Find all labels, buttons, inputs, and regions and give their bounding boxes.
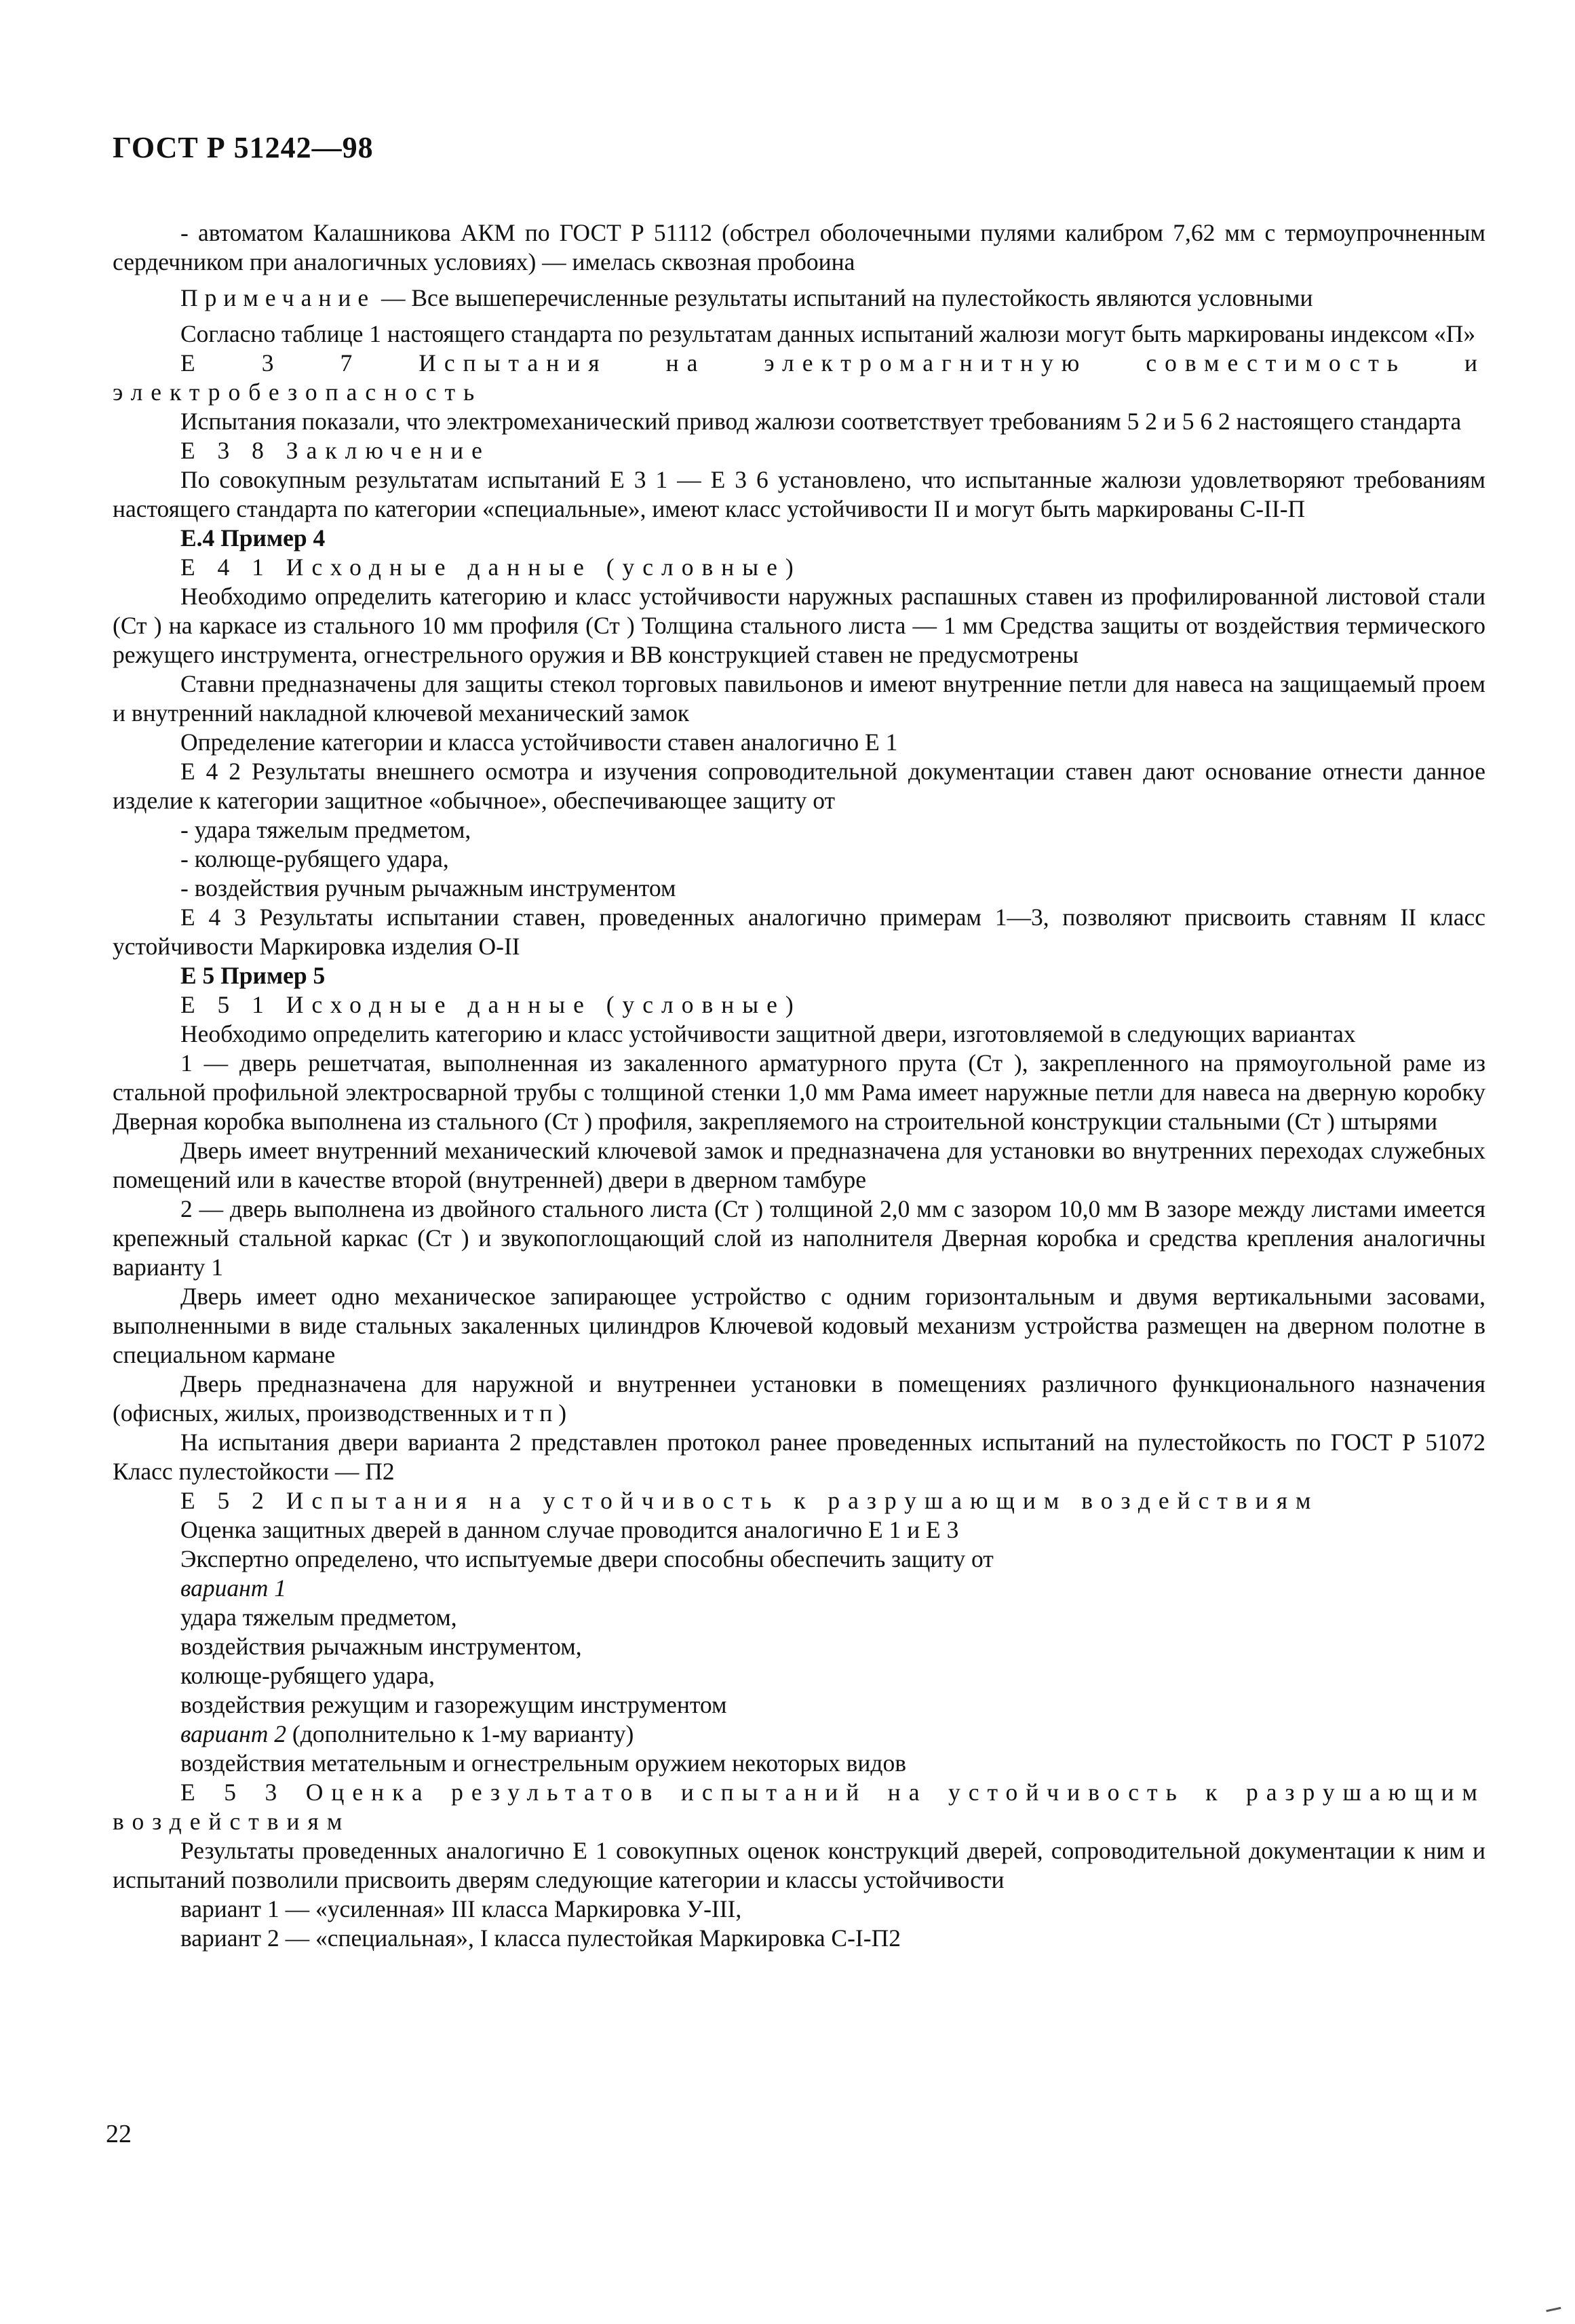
paragraph: Экспертно определено, что испытуемые двери способны обеспечить защиту от [180, 1545, 994, 1572]
paragraph: Дверь имеет внутренний механический ключевой замок и предназначена для установки во внутренних переходах служебных помещений или в качестве второй (внутренней) двери в дверном тамбуре [113, 1137, 1485, 1193]
paragraph: - автоматом Калашникова АКМ по ГОСТ Р 51112 (обстрел оболочечными пулями калибром 7,62 мм с термоупрочненным сердечником при аналогичных условиях) — имелась сквозная пробоина [113, 219, 1485, 275]
paragraph: Е 4 2 Результаты внешнего осмотра и изучения сопроводительной документации ставен дают основание отнести данное изделие к категории защитное «обычное», обеспечивающее защиту от [113, 758, 1485, 814]
section-heading: Е 3 8 Заключение [180, 437, 490, 464]
list-item: колюще-рубящего удара, [180, 1662, 435, 1689]
paragraph: Дверь предназначена для наружной и внутреннеи установки в помещениях различного функционального назначения (офисных, жилых, производственных и т п ) [113, 1370, 1485, 1427]
note-label: Примечание [180, 284, 376, 311]
page-number: 22 [106, 2120, 132, 2148]
list-item: - колюще-рубящего удара, [180, 845, 449, 872]
paragraph: Необходимо определить категорию и класс устойчивости наружных распашных ставен из профилированной листовой стали (Ст ) на каркасе из стального 10 мм профиля (Ст ) Толщина стального листа — 1 мм Средства защиты от воздействия термического режущего инструмента, огнестрельного оружия и ВВ конструкцией ставен не предусмотрены [113, 583, 1485, 668]
variant-line [113, 1720, 1485, 1749]
result-item: вариант 2 — «специальная», I класса пулестойкая Маркировка С-I-П2 [180, 1924, 901, 1952]
paragraph: Ставни предназначены для защиты стекол торговых павильонов и имеют внутренние петли для навеса на защищаемый проем и внутренний накладной ключевой механический замок [113, 670, 1485, 727]
list-item: воздействия режущим и газорежущим инструментом [180, 1691, 727, 1718]
list-item: - удара тяжелым предметом, [180, 816, 471, 843]
result-item: вариант 1 — «усиленная» III класса Маркировка У-III, [180, 1895, 742, 1922]
list-item: удара тяжелым предметом, [180, 1604, 457, 1631]
section-heading: Е 5 1 Исходные данные (условные) [180, 991, 802, 1018]
section-heading: Е 4 1 Исходные данные (условные) [180, 554, 802, 581]
paragraph: Результаты проведенных аналогично Е 1 совокупных оценок конструкций дверей, сопроводительной документации к ним и испытаний позволили присвоить дверям следующие категории и классы устойчивости [113, 1837, 1485, 1893]
paragraph: 1 — дверь решетчатая, выполненная из закаленного арматурного прута (Ст ), закрепленного на прямоугольной раме из стальной профильной электросварной трубы с толщиной стенки 1,0 мм Рама имеет наружные петли для навеса на дверную коробку Дверная коробка выполнена из стального (Ст ) профиля, закрепляемого на строительной конструкции стальными (Ст ) штырями [113, 1049, 1485, 1135]
paragraph: По совокупным результатам испытаний Е 3 1 — Е 3 6 установлено, что испытанные жалюзи удовлетворяют требованиям настоящего стандарта по категории «специальные», имеют класс устойчивости II и могут быть маркированы С-II-П [113, 466, 1485, 522]
example-heading: Е.4 Пример 4 [180, 524, 326, 551]
paragraph: Е 4 3 Результаты испытании ставен, проведенных аналогично примерам 1—3, позволяют присвоить ставням II класс устойчивости Маркировка изделия О-II [113, 904, 1485, 960]
paragraph: Определение категории и класса устойчивости ставен аналогично Е 1 [180, 729, 898, 756]
paragraph: Оценка защитных дверей в данном случае проводится аналогично Е 1 и Е 3 [180, 1516, 959, 1543]
section-heading: Е 5 3 Оценка результатов испытаний на устойчивость к разрушающим воздействиям [113, 1779, 1485, 1835]
list-item: воздействия рычажным инструментом, [180, 1633, 582, 1660]
example-heading: Е 5 Пример 5 [180, 962, 326, 989]
list-item: воздействия метательным и огнестрельным оружием некоторых видов [180, 1749, 906, 1777]
note-text: — Все вышеперечисленные результаты испытаний на пулестойкость являются условными [375, 284, 1313, 311]
document-header: ГОСТ Р 51242—98 [113, 131, 374, 164]
paragraph: Дверь имеет одно механическое запирающее устройство с одним горизонтальным и двумя вертикальными засовами, выполненными в виде стальных закаленных цилиндров Ключевой кодовый механизм устройства размещен на дверном полотне в специальном кармане [113, 1283, 1485, 1368]
paragraph: Согласно таблице 1 настоящего стандарта по результатам данных испытаний жалюзи могут быть маркированы индексом «П» [180, 320, 1476, 347]
list-item: - воздействия ручным рычажным инструментом [180, 874, 676, 902]
variant-label: вариант 2 [180, 1720, 287, 1747]
paragraph: Испытания показали, что электромеханический привод жалюзи соответствует требованиям 5 2 и 5 6 2 настоящего стандарта [180, 408, 1462, 435]
section-heading: Е 5 2 Испытания на устойчивость к разрушающим воздействиям [180, 1487, 1319, 1514]
variant-note: (дополнительно к 1-му варианту) [286, 1720, 634, 1747]
paragraph: 2 — дверь выполнена из двойного стального листа (Ст ) толщиной 2,0 мм с зазором 10,0 мм В зазоре между листами имеется крепежный стальной каркас (Ст ) и звукопоглощающий слой из наполнителя Дверная коробка и средства крепления аналогичны варианту 1 [113, 1195, 1485, 1281]
note-paragraph [113, 284, 1485, 313]
section-heading: Е 3 7 Испытания на электромагнитную совместимость и электробезопасность [113, 349, 1485, 406]
paragraph: Необходимо определить категорию и класс устойчивости защитной двери, изготовляемой в следующих вариантах [180, 1020, 1356, 1047]
document-body [113, 218, 1485, 1953]
scan-mark [1546, 2307, 1561, 2316]
paragraph: На испытания двери варианта 2 представлен протокол ранее проведенных испытаний на пулестойкость по ГОСТ Р 51072 Класс пулестойкости — П2 [113, 1429, 1485, 1485]
variant-label: вариант 1 [180, 1574, 287, 1602]
